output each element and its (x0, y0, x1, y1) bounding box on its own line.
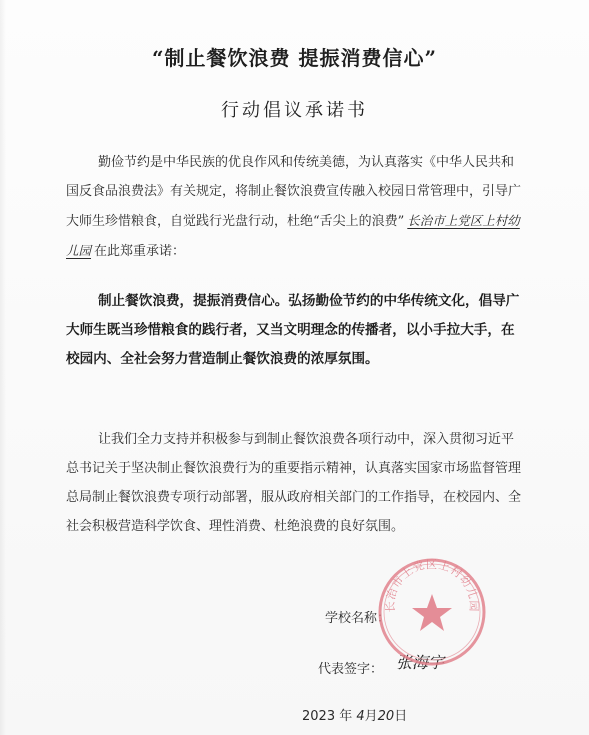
seal-star-icon (412, 594, 452, 631)
date-day-suffix: 日 (394, 709, 408, 724)
paragraph-3-text: 让我们全力支持并积极参与到制止餐饮浪费各项行动中，深入贯彻习近平总书记关于坚决制止餐饮浪费行为的重要指示精神，认真落实国家市场监督管理总局制止餐饮浪费专项行动部署，服从政府相关部门的工作指导，在校园内、全社会积极营造科学饮食、理性消费、杜绝浪费的良好氛围。 (66, 432, 522, 534)
seal-arc-text: 长治市上党区上村幼儿园 (383, 557, 481, 613)
school-name-label: 学校名称： (325, 611, 391, 626)
paragraph-2-text: 制止餐饮浪费，提振消费信心。弘扬勤俭节约的中华传统文化，倡导广大师生既当珍惜粮食的践行者，又当文明理念的传播者，以小手拉大手，在校园内、全社会努力营造制止餐饮浪费的浓厚氛围。 (66, 293, 520, 367)
date-month: 4 (356, 709, 365, 724)
official-seal-stamp (376, 556, 488, 668)
document-subtitle: 行动倡议承诺书 (221, 100, 368, 121)
date-year-suffix: 年 (335, 709, 357, 724)
paragraph-1 (66, 148, 526, 266)
paragraph-1-after: 在此郑重承诺： (94, 244, 186, 259)
date-year: 2023 (302, 709, 336, 724)
representative-signature: 张海宇 (396, 653, 445, 672)
paragraph-2-bold (66, 287, 526, 374)
date-day: 20 (377, 709, 395, 724)
handwritten-school-name: 长治市上党区上村幼儿园 (66, 213, 520, 258)
document-title: “制止餐饮浪费 提振消费信心” (152, 46, 437, 70)
paragraph-1-before: 勤俭节约是中华民族的优良作风和传统美德，为认真落实《中华人民共和国反食品浪费法》有关规定，将制止餐饮浪费宣传融入校园日常管理中，引导广大师生珍惜粮食，自觉践行光盘行动，杜绝“舌尖上的浪费” (66, 155, 522, 229)
signing-date (302, 705, 407, 724)
date-month-suffix: 月 (364, 709, 378, 724)
representative-label: 代表签字： (318, 662, 384, 677)
paragraph-3 (66, 425, 526, 541)
